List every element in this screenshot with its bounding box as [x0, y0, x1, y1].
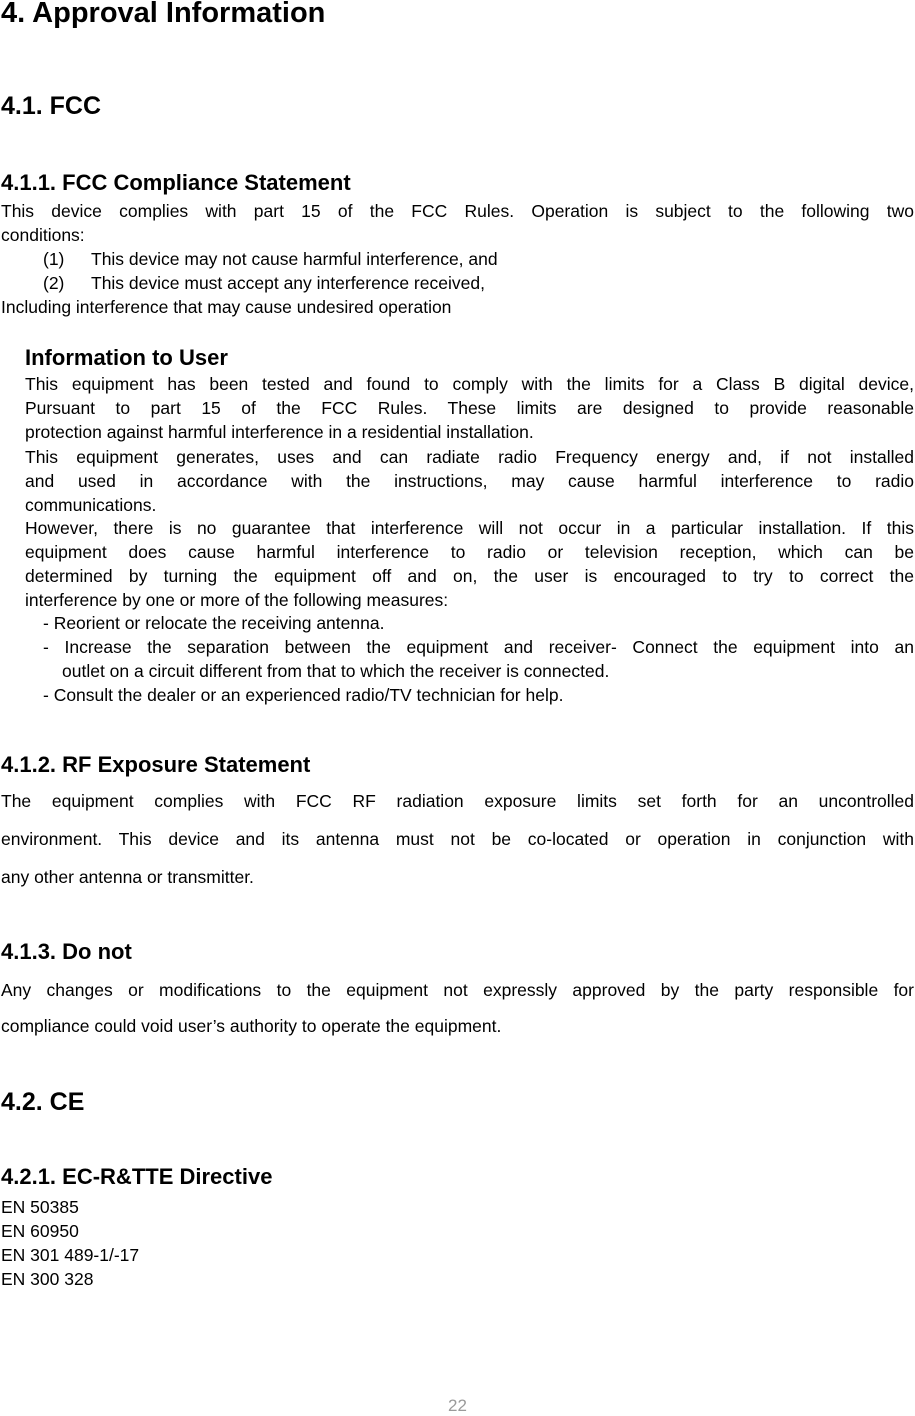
info-user-line: determined by turning the equipment off and on, the user is encouraged to try to correct the: [25, 566, 914, 586]
section-heading-fcc: 4.1. FCC: [1, 92, 102, 120]
info-user-line: This equipment generates, uses and can radiate radio Frequency energy and, if not installed: [25, 447, 914, 467]
info-user-heading: Information to User: [25, 345, 228, 370]
section-heading-ce: 4.2. CE: [1, 1088, 85, 1116]
condition-item: [43, 272, 485, 296]
page-number: 22: [448, 1396, 467, 1415]
info-user-line: communications.: [25, 495, 157, 515]
page-title: 4. Approval Information: [1, 0, 326, 29]
measure-item: - Reorient or relocate the receiving antenna.: [43, 613, 385, 633]
do-not-line: compliance could void user’s authority to operate the equipment.: [1, 1016, 502, 1036]
compliance-intro-line: conditions:: [1, 225, 85, 245]
condition-text: This device must accept any interference received,: [91, 273, 485, 293]
info-user-line: protection against harmful interference in a residential installation.: [25, 422, 534, 442]
standard-item: EN 301 489-1/-17: [1, 1245, 140, 1265]
standard-item: EN 300 328: [1, 1269, 94, 1289]
info-user-line: However, there is no guarantee that interference will not occur in a particular installation. If this: [25, 518, 914, 538]
condition-text: This device may not cause harmful interference, and: [91, 249, 498, 269]
measure-item: - Increase the separation between the equipment and receiver- Connect the equipment into an: [43, 637, 914, 657]
condition-item: [43, 248, 498, 272]
do-not-line: Any changes or modifications to the equipment not expressly approved by the party responsible for: [1, 980, 914, 1000]
rf-exposure-line: environment. This device and its antenna must not be co-located or operation in conjunction with: [1, 829, 914, 849]
subsection-heading-directive: 4.2.1. EC-R&TTE Directive: [1, 1164, 273, 1189]
rf-exposure-line: The equipment complies with FCC RF radiation exposure limits set forth for an uncontrolled: [1, 791, 914, 811]
standard-item: EN 50385: [1, 1197, 79, 1217]
compliance-intro-line: This device complies with part 15 of the FCC Rules. Operation is subject to the following two: [1, 201, 914, 221]
subsection-heading-compliance: 4.1.1. FCC Compliance Statement: [1, 170, 351, 195]
info-user-line: This equipment has been tested and found to comply with the limits for a Class B digital device,: [25, 374, 914, 394]
subsection-heading-rf-exposure: 4.1.2. RF Exposure Statement: [1, 752, 311, 777]
measure-item-continued: outlet on a circuit different from that to which the receiver is connected.: [62, 661, 610, 681]
info-user-line: Pursuant to part 15 of the FCC Rules. These limits are designed to provide reasonable: [25, 398, 914, 418]
standard-item: EN 60950: [1, 1221, 79, 1241]
subsection-heading-do-not: 4.1.3. Do not: [1, 939, 132, 964]
condition-number: (1): [43, 249, 65, 269]
info-user-line: interference by one or more of the following measures:: [25, 590, 449, 610]
condition-number: (2): [43, 273, 65, 293]
compliance-closing: Including interference that may cause undesired operation: [1, 297, 452, 317]
info-user-line: equipment does cause harmful interference to radio or television reception, which can be: [25, 542, 914, 562]
info-user-line: and used in accordance with the instructions, may cause harmful interference to radio: [25, 471, 914, 491]
measure-item: - Consult the dealer or an experienced radio/TV technician for help.: [43, 685, 564, 705]
rf-exposure-line: any other antenna or transmitter.: [1, 867, 254, 887]
